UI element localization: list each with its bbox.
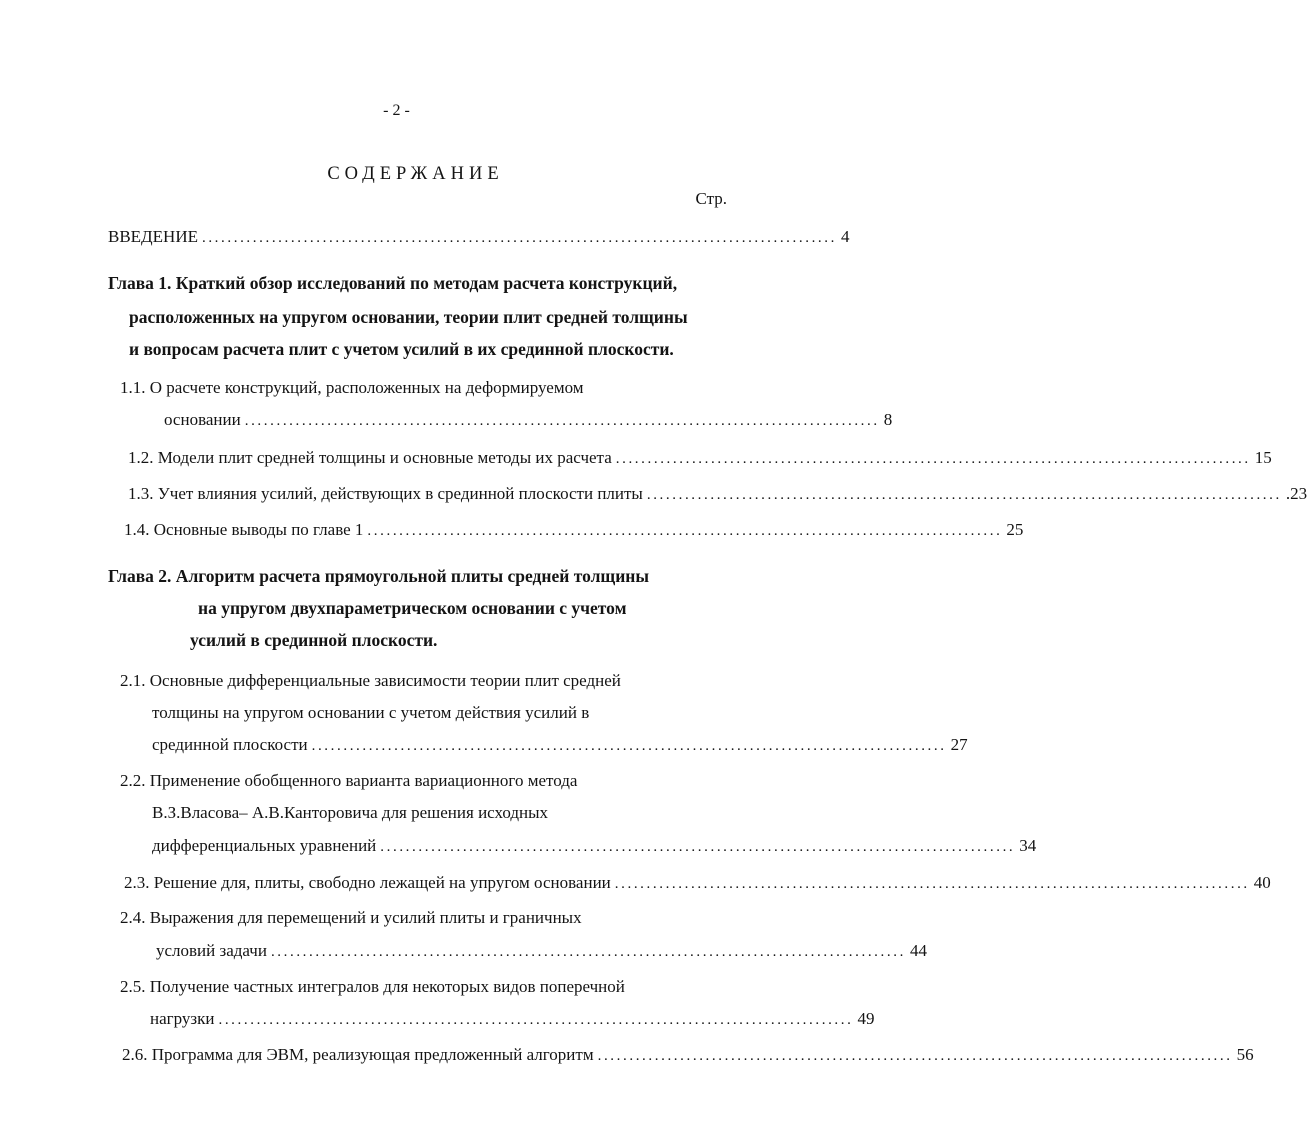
dot-leader: .................................................................................................... — [646, 487, 1282, 503]
toc-entry-page: 4 — [840, 227, 850, 246]
dot-leader: .................................................................................................... — [597, 1048, 1233, 1064]
toc-entry-2-4-line1: 2.4. Выражения для перемещений и усилий плиты и граничных — [120, 908, 582, 927]
toc-entry-label: основании — [164, 410, 241, 429]
chapter2-heading-line3: усилий в срединной плоскости. — [190, 630, 438, 650]
toc-entry-page: 8 — [883, 410, 893, 429]
toc-entry-page: .23 — [1285, 484, 1307, 503]
dot-leader: .................................................................................................... — [380, 839, 1016, 855]
chapter2-heading-line2: на упругом двухпараметрическом основании с учетом — [198, 598, 627, 618]
chapter1-heading-line2: расположенных на упругом основании, теории плит средней толщины — [129, 307, 688, 327]
toc-entry-page: 27 — [950, 735, 968, 754]
toc-entry-2-2 — [152, 836, 1037, 855]
toc-entry-2-2-line1: 2.2. Применение обобщенного варианта вариационного метода — [120, 771, 578, 790]
dot-leader: .................................................................................................... — [218, 1012, 854, 1028]
toc-entry-2-6 — [122, 1045, 1254, 1064]
toc-entry-label: срединной плоскости — [152, 735, 308, 754]
dot-leader: .................................................................................................... — [270, 944, 906, 960]
toc-entry-2-1 — [152, 735, 968, 754]
toc-entry-1-2 — [128, 448, 1272, 467]
chapter1-heading-line3: и вопросам расчета плит с учетом усилий в их срединной плоскости. — [129, 339, 674, 359]
chapter2-heading-line1: Глава 2. Алгоритм расчета прямоугольной плиты средней толщины — [108, 566, 650, 586]
dot-leader: .................................................................................................... — [201, 230, 837, 246]
page-column-label: Стр. — [695, 189, 727, 208]
toc-entry-2-3 — [124, 873, 1271, 892]
toc-entry-page: 25 — [1006, 520, 1024, 539]
toc-entry-page: 40 — [1253, 873, 1271, 892]
toc-entry-page: 44 — [909, 941, 927, 960]
toc-title: СОДЕРЖАНИЕ — [327, 164, 504, 184]
toc-entry-page: 15 — [1254, 448, 1272, 467]
toc-entry-1-4 — [124, 520, 1024, 539]
toc-entry-page: 49 — [857, 1009, 875, 1028]
toc-entry-label: условий задачи — [156, 941, 267, 960]
dot-leader: .................................................................................................... — [614, 876, 1250, 892]
page-number: - 2 - — [383, 102, 410, 119]
toc-entry-label: 1.3. Учет влияния усилий, действующих в срединной плоскости плиты — [128, 484, 643, 503]
toc-entry-1-1-line1: 1.1. О расчете конструкций, расположенных на деформируемом — [120, 378, 584, 397]
toc-entry-label: 2.3. Решение для, плиты, свободно лежащей на упругом основании — [124, 873, 611, 892]
toc-entry-page: 34 — [1019, 836, 1037, 855]
toc-entry-2-1-line1: 2.1. Основные дифференциальные зависимости теории плит средней — [120, 671, 621, 690]
toc-entry-1-1 — [164, 410, 893, 429]
toc-entry-2-4 — [156, 941, 927, 960]
toc-entry-label: нагрузки — [150, 1009, 215, 1028]
toc-entry-label: 1.2. Модели плит средней толщины и основные методы их расчета — [128, 448, 612, 467]
toc-entry-2-2-line2: В.З.Власова– А.В.Канторовича для решения исходных — [152, 803, 549, 822]
dot-leader: .................................................................................................... — [615, 451, 1251, 467]
dot-leader: .................................................................................................... — [244, 413, 880, 429]
toc-entry-page: 56 — [1236, 1045, 1254, 1064]
dot-leader: .................................................................................................... — [311, 738, 947, 754]
toc-entry-label: ВВЕДЕНИЕ — [108, 227, 198, 246]
toc-entry-1-3 — [128, 484, 1307, 503]
toc-entry-2-1-line2: толщины на упругом основании с учетом действия усилий в — [152, 703, 590, 722]
chapter1-heading-line1: Глава 1. Краткий обзор исследований по методам расчета конструкций, — [108, 273, 678, 293]
toc-entry-2-5-line1: 2.5. Получение частных интегралов для некоторых видов поперечной — [120, 977, 625, 996]
toc-entry-2-5 — [150, 1009, 875, 1028]
toc-entry-label: 1.4. Основные выводы по главе 1 — [124, 520, 364, 539]
toc-entry-label: дифференциальных уравнений — [152, 836, 377, 855]
toc-entry-label: 2.6. Программа для ЭВМ, реализующая предложенный алгоритм — [122, 1045, 594, 1064]
toc-entry-intro — [108, 227, 850, 246]
dot-leader: .................................................................................................... — [367, 523, 1003, 539]
